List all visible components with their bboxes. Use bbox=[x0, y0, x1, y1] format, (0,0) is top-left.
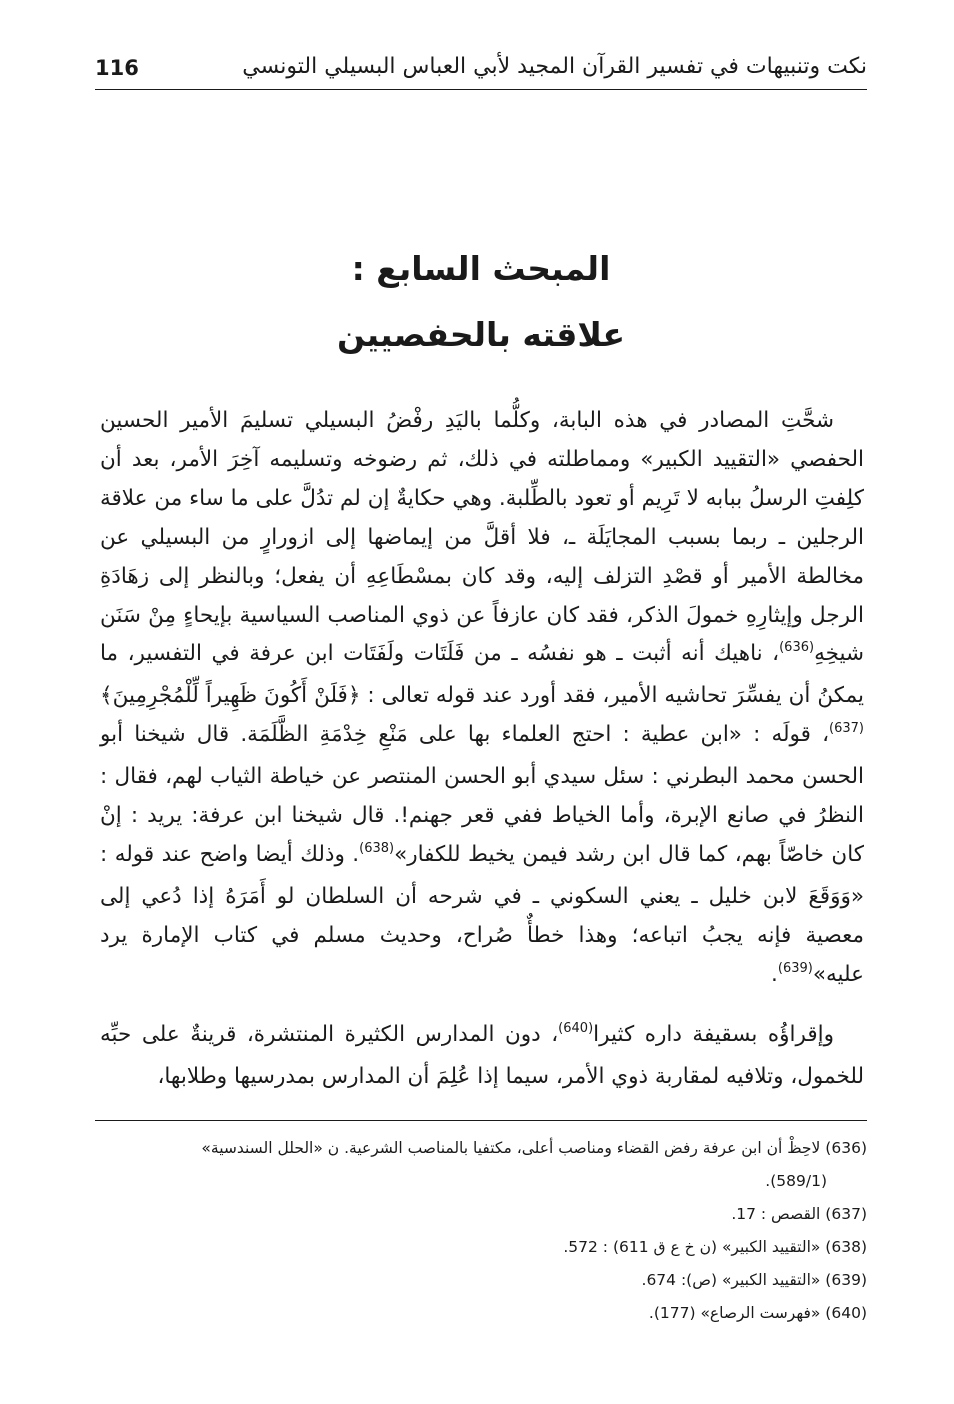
footnote-640: (640) «فهرست الرصاع» (177). bbox=[648, 1304, 867, 1322]
section-heading bbox=[95, 236, 867, 368]
footnote-ref-636: (636) bbox=[779, 640, 815, 656]
footnote-637: (637) القصص : 17. bbox=[731, 1205, 867, 1223]
footnote-ref-640: (640) bbox=[558, 1020, 594, 1036]
paragraph-1 bbox=[100, 402, 864, 998]
footnotes bbox=[95, 1132, 867, 1330]
paragraph-1-text-3: ، قولَه : «ابن عطية : احتج العلماء بها على مَنْعِ خِدْمَةِ الظَّلَمَة. قال شيخنا أبو الحسن محمد البطرني : سئل سيدي أبو الحسن المنتصر عن خياطة الثياب لهم، فقال : النظرُ في صانع الإبرة، وأما الخياط ففي قعر جهنم!. قال شيخنا ابن عرفة: يريد : إنْ كان خاصّاً بهم، كما قال ابن رشد فيمن يخيط للكفار» bbox=[100, 722, 864, 867]
paragraph-1-text-4: . وذلك أيضا واضح عند قوله : «وَوَقَعَ لابن خليل ـ يعني السكوني ـ في شرحه أن السلطان لو أَمَرَهُ إذا دُعي إلى معصية فإنه يجبُ اتباعه؛ وهذا خطأٌ صُراح، وحديث مسلم في كتاب الإمارة يرد عليه» bbox=[100, 841, 864, 987]
footnote-638: (638) «التقييد الكبير» (ن خ ع ق 611) : 572. bbox=[563, 1238, 867, 1256]
footnote-ref-637: (637) bbox=[829, 721, 864, 737]
footnote-ref-639: (639) bbox=[777, 960, 813, 976]
paragraph-1-text-1: شحَّتِ المصادر في هذه البابة، وكلُّما باليَدِ رفْضُ البسيلي تسليمَ الأمير الحسين الحفصي «التقييد الكبير» ومماطلته في ذلك، ثم رضوخه وتسليمه آخِرَ الأمر، بعد أن كلِفتِ الرسلُ ببابه لا تَرِيم أو تعود بالطِّلبة. وهي حكايةٌ إن لم تدُلَّ على ما ساء من علاقة الرجلين ـ ربما بسبب المجايَلَة ـ، فلا أقلَّ من إيماضها إلى ازورارٍ من البسيلي عن مخالطة الأمير أو قصْدِ التزلف إليه، وقد كان بمسْطَاعِهِ أن يفعل؛ وبالنظر إلى زهَادَةِ الرجل وإيثارِهِ خمولَ الذكر، فقد كان عازفاً عن ذوي المناصب السياسية بإيحاءٍ مِنْ سَنَن شيخِهِ bbox=[100, 408, 864, 667]
paragraph-2 bbox=[100, 1016, 864, 1097]
footnote-rule bbox=[95, 1120, 867, 1121]
paragraph-2-text-1: وإقراؤُه بسقيفة داره كثيرا bbox=[593, 1021, 834, 1047]
paragraph-1-text-5: . bbox=[771, 961, 778, 987]
footnote-639: (639) «التقييد الكبير» (ص): 674. bbox=[641, 1271, 867, 1289]
paragraph-1-text-2: ، ناهيك أنه أثبت ـ هو نفسُه ـ من فَلَتَات ولَفَتَات ابن عرفة في التفسير، ما يمكنُ أن يفسِّرَ تحاشيه الأمير، فقد أورد عند قوله تعالى : ﴿فَلَنْ أَكُونَ ظَهِيراً لِّلْمُجْرِمِينَ﴾ bbox=[100, 641, 864, 709]
footnote-636-continuation: (589/1). bbox=[765, 1172, 827, 1190]
section-title: المبحث السابع : bbox=[351, 249, 611, 288]
section-subtitle: علاقته بالحفصيين bbox=[336, 315, 626, 354]
footnote-ref-638: (638) bbox=[359, 840, 395, 856]
paragraph-2-text-2: ، دون المدارس الكثيرة المنتشرة، قرينةٌ على حبِّه للخمول، وتلافيه لمقاربة ذوي الأمر، سيما إذا عُلِمَ أن المدارس بمدرسيها وطلابها، bbox=[100, 1021, 864, 1089]
footnote-636: (636) لاحِظْ أن ابن عرفة رفض القضاء ومناصب أعلى، مكتفيا بالمناصب الشرعية. ن «الحلل السندسية» bbox=[201, 1139, 867, 1157]
header-rule bbox=[95, 89, 867, 90]
page-header bbox=[95, 48, 867, 90]
page-number: 116 bbox=[95, 56, 139, 80]
body-text bbox=[100, 402, 864, 1096]
running-title: نكت وتنبيهات في تفسير القرآن المجيد لأبي العباس البسيلي التونسي bbox=[242, 54, 867, 79]
